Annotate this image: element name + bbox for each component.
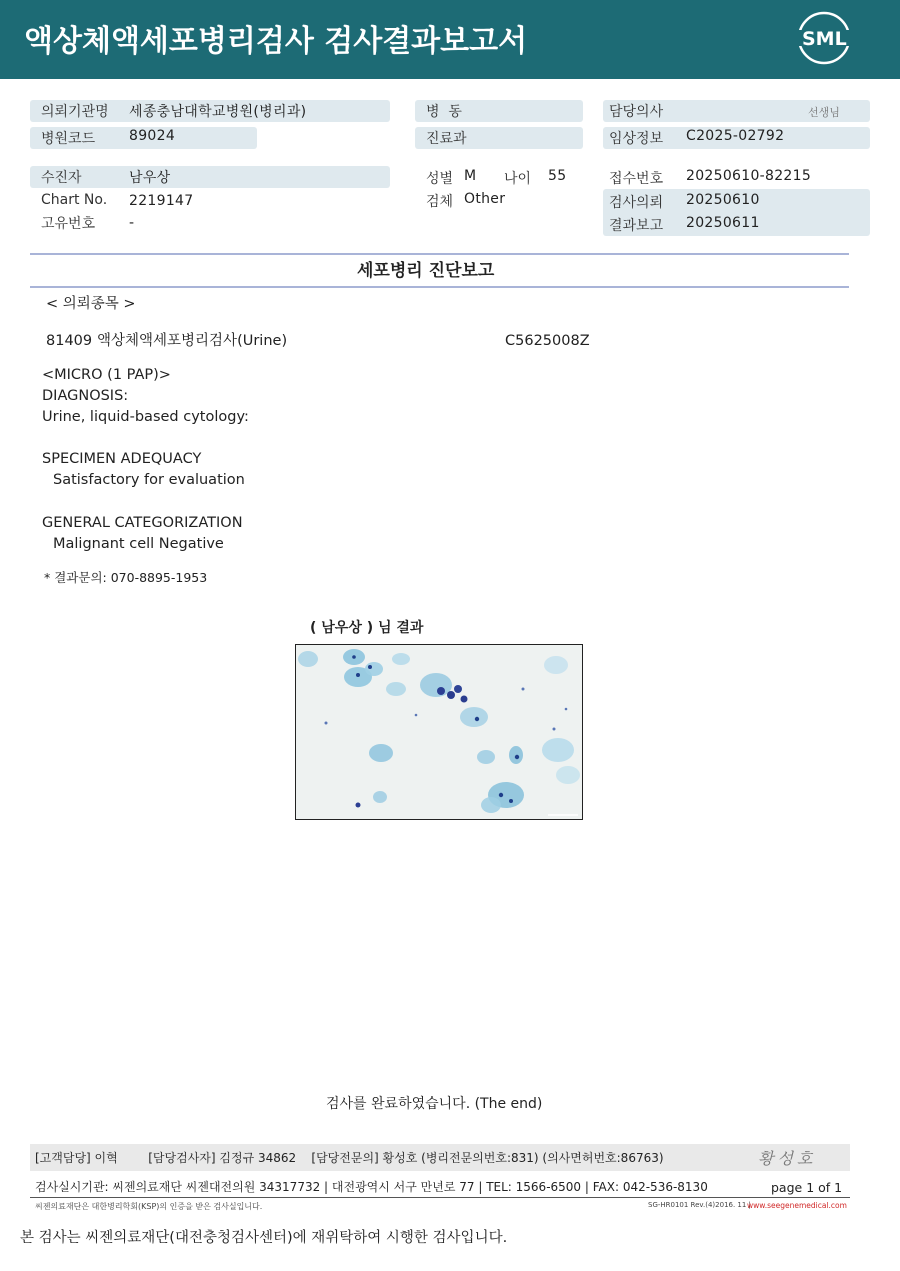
report-label: 결과보고 bbox=[609, 218, 664, 234]
category-value: Malignant cell Negative bbox=[53, 536, 224, 552]
order-heading: < 의뢰종목 > bbox=[46, 296, 136, 312]
micro-heading: <MICRO (1 PAP)> bbox=[42, 367, 171, 383]
age-value: 55 bbox=[548, 168, 567, 184]
unique-value: - bbox=[129, 215, 135, 231]
receipt-value: 20250610-82215 bbox=[686, 168, 812, 184]
clinical-value: C2025-02792 bbox=[686, 128, 785, 144]
requesting-org-value: 세종충남대학교병원(병리과) bbox=[129, 104, 307, 120]
adequacy-label: SPECIMEN ADEQUACY bbox=[42, 451, 202, 467]
sex-label: 성별 bbox=[426, 171, 454, 187]
hospital-code-value: 89024 bbox=[129, 128, 176, 144]
sml-logo bbox=[796, 10, 856, 66]
doctor-label: 담당의사 bbox=[609, 104, 664, 120]
patient-value: 남우상 bbox=[129, 170, 171, 186]
order-name: 액상체액세포병리검사(Urine) bbox=[97, 333, 288, 349]
age-label: 나이 bbox=[504, 171, 532, 187]
clinical-label: 임상정보 bbox=[609, 131, 664, 147]
footer-cert-note: 씨젠의료재단은 대한병리학회(KSP)의 인증을 받은 검사실입니다. bbox=[35, 1202, 263, 1211]
end-text: 검사를 완료하였습니다. (The end) bbox=[326, 1096, 543, 1112]
footer-staff-line: [고객담당] 이혁 [담당검사자] 김정규 34862 [담당전문의] 황성호 (병리전문의번호:831) (의사면허번호:86763) bbox=[35, 1151, 664, 1165]
report-title: 액상체액세포병리검사 검사결과보고서 bbox=[24, 24, 528, 59]
sml-logo-text: SML bbox=[802, 28, 847, 50]
department-label: 진료과 bbox=[426, 131, 467, 147]
image-caption: ( 남우상 ) 님 결과 bbox=[310, 620, 424, 636]
chart-value: 2219147 bbox=[129, 193, 194, 209]
category-label: GENERAL CATEGORIZATION bbox=[42, 515, 243, 531]
chart-label: Chart No. bbox=[41, 192, 108, 208]
doctor-suffix: 선생님 bbox=[808, 106, 840, 119]
footer-website[interactable]: www.seegenemedical.com bbox=[747, 1201, 847, 1210]
request-label: 검사의뢰 bbox=[609, 195, 664, 211]
section-rule-bottom bbox=[30, 286, 849, 288]
sex-value: M bbox=[464, 168, 477, 184]
footer-signature: 황성호 bbox=[758, 1149, 817, 1168]
request-value: 20250610 bbox=[686, 192, 760, 208]
unique-label: 고유번호 bbox=[41, 216, 96, 232]
patient-box bbox=[30, 166, 390, 188]
diagnosis-value: Urine, liquid-based cytology: bbox=[42, 409, 249, 425]
ward-label: 병 동 bbox=[426, 104, 462, 120]
specimen-label: 검체 bbox=[426, 194, 454, 210]
hospital-code-label: 병원코드 bbox=[41, 131, 96, 147]
footer-form-code: SG-HR0101 Rev.(4)2016. 11 | bbox=[648, 1201, 751, 1209]
requesting-org-label: 의뢰기관명 bbox=[41, 104, 109, 120]
adequacy-value: Satisfactory for evaluation bbox=[53, 472, 245, 488]
section-title: 세포병리 진단보고 bbox=[357, 261, 495, 281]
order-id: C5625008Z bbox=[505, 333, 590, 349]
order-code: 81409 bbox=[46, 333, 93, 349]
footer-institution-line: 검사실시기관: 씨젠의료재단 씨젠대전의원 34317732 | 대전광역시 서구 만년로 77 | TEL: 1566-6500 | FAX: 042-536-8130 bbox=[35, 1180, 708, 1194]
cytology-micrograph bbox=[295, 644, 583, 820]
receipt-label: 접수번호 bbox=[609, 171, 664, 187]
diagnosis-label: DIAGNOSIS: bbox=[42, 388, 129, 404]
report-value: 20250611 bbox=[686, 215, 760, 231]
section-rule-top bbox=[30, 253, 849, 255]
inquiry-note: * 결과문의: 070-8895-1953 bbox=[44, 570, 208, 585]
bottom-note: 본 검사는 씨젠의료재단(대전충청검사센터)에 재위탁하여 시행한 검사입니다. bbox=[20, 1230, 508, 1246]
specimen-value: Other bbox=[464, 191, 506, 207]
footer-page: page 1 of 1 bbox=[771, 1180, 843, 1195]
patient-label: 수진자 bbox=[41, 170, 82, 186]
